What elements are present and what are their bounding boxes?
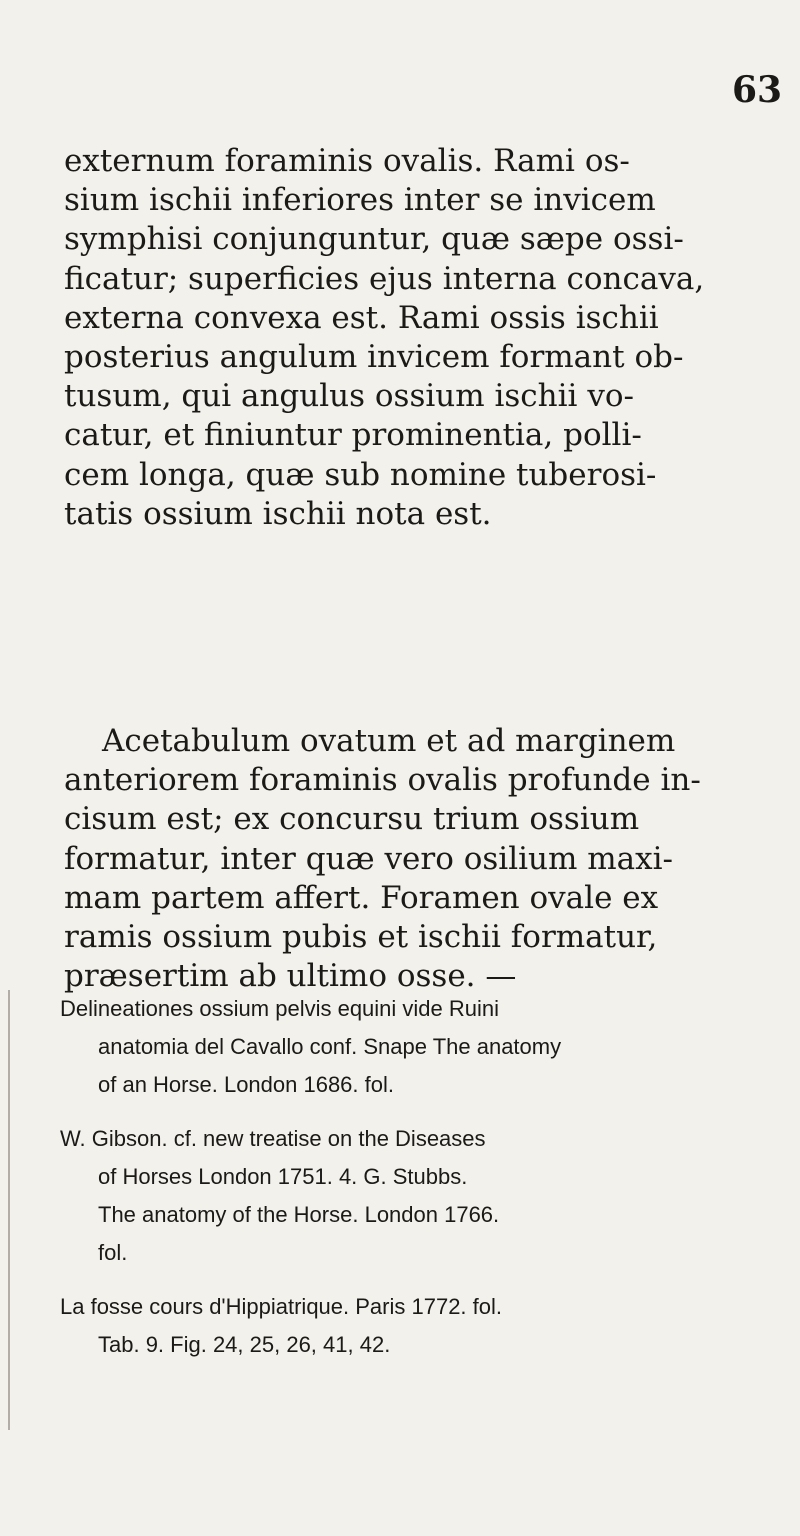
text-line: Acetabulum ovatum et ad marginem [102, 723, 676, 759]
paragraph-1 [64, 142, 704, 534]
text-line: mam partem affert. Foramen ovale ex [64, 879, 659, 916]
text-line: posterius angulum invicem formant ob- [64, 339, 684, 376]
text-line: cisum est; ex concursu trium ossium [64, 801, 640, 838]
text-line: anteriorem foraminis ovalis profunde in- [64, 762, 701, 799]
text-line: præsertim ab ultimo osse. — [64, 958, 517, 995]
text-line: tatis ossium ischii nota est. [64, 495, 492, 532]
text-line: ramis ossium pubis et ischii formatur, [64, 919, 658, 956]
text-line: externa convexa est. Rami ossis ischii [64, 299, 659, 336]
text-line: formatur, inter quæ vero osilium maxi- [64, 840, 674, 877]
footnote-line: Tab. 9. Fig. 24, 25, 26, 41, 42. [98, 1332, 391, 1357]
footnote-2 [60, 1120, 780, 1272]
text-line: cem longa, quæ sub nomine tuberosi- [64, 456, 657, 493]
footnote-line: Delineationes ossium pelvis equini vide Ruini [60, 996, 500, 1021]
footnote-line: W. Gibson. cf. new treatise on the Diseases [60, 1126, 486, 1151]
text-line: sium ischii inferiores inter se invicem [64, 182, 656, 219]
margin-rule [8, 990, 10, 1430]
footnote-line: of Horses London 1751. 4. G. Stubbs. [98, 1164, 468, 1189]
footnote-3 [60, 1288, 780, 1364]
footnote-line: The anatomy of the Horse. London 1766. [98, 1202, 500, 1227]
text-line: catur, et finiuntur prominentia, polli- [64, 417, 642, 454]
footnotes [60, 990, 780, 1380]
text-line: symphisi conjunguntur, quæ sæpe ossi- [64, 221, 684, 258]
text-line: externum foraminis ovalis. Rami os- [64, 143, 630, 179]
text-line: ficatur; superficies ejus interna concava, [64, 260, 705, 297]
page-number: 63 [732, 69, 783, 111]
paragraph-2 [64, 722, 701, 996]
footnote-line: fol. [98, 1240, 128, 1265]
footnote-line: anatomia del Cavallo conf. Snape The anatomy [98, 1034, 562, 1059]
footnote-line: of an Horse. London 1686. fol. [98, 1072, 394, 1097]
footnote-line: La fosse cours d'Hippiatrique. Paris 1772. fol. [60, 1294, 502, 1319]
footnote-1 [60, 990, 780, 1104]
text-line: tusum, qui angulus ossium ischii vo- [64, 378, 634, 415]
